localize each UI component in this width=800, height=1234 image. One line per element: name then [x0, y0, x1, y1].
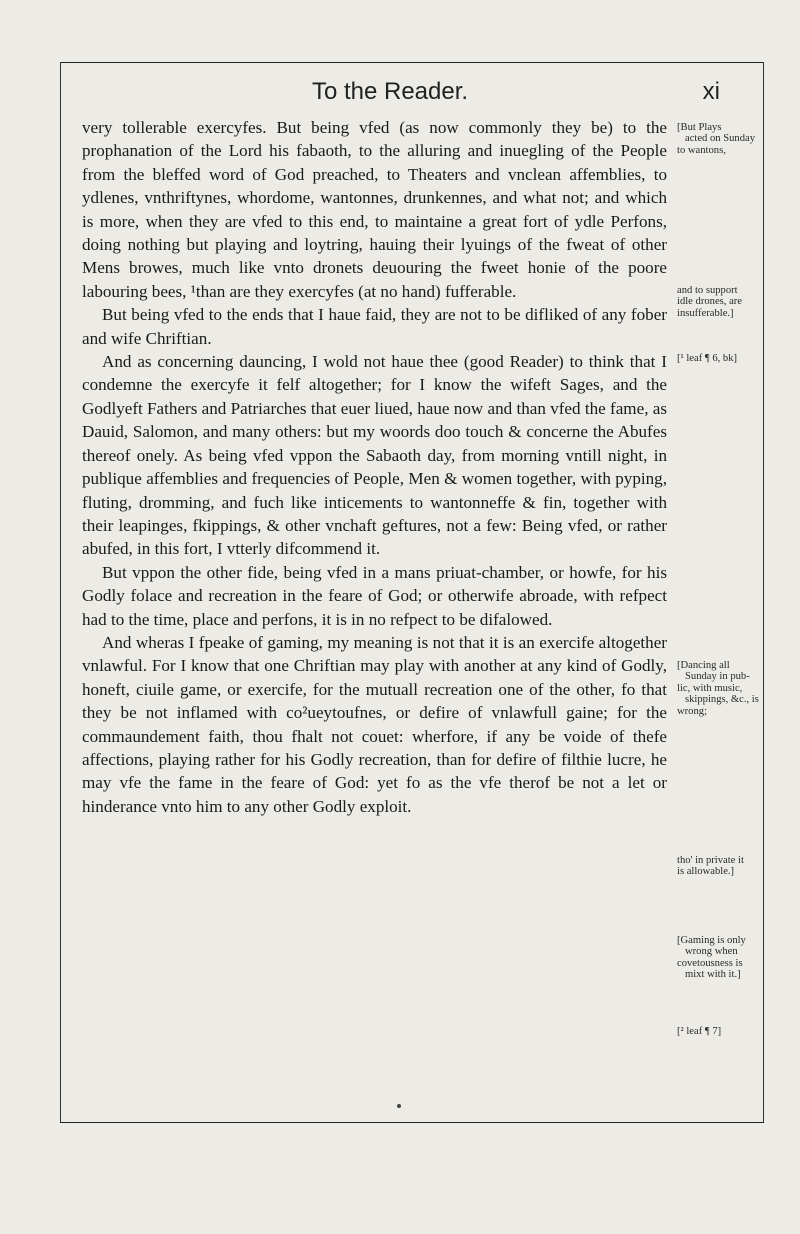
top-rule: [60, 62, 764, 63]
page-number: xi: [702, 78, 720, 105]
margin-note: [677, 122, 769, 156]
paragraph: And as concerning dauncing, I wold not haue thee (good Reader) to think that I condemne the exercyfe it felf altogether; for I know the wifeft Sages, and the Godlyeft Fathers and Patriarches that euer liued, haue now and than vfed the fame, as Dauid, Salomon, and many others: but my woords doo touch & concerne the Abufes thereof onely. As being vfed vppon the Sabaoth day, from morning vntill night, in publique affemblies and frequencies of People, Men & women together, with pyping, fluting, dromming, and fuch like inticements to wantonneffe & fin, together with their leapinges, fkippings, & other vnchaft geftures, not a few: Being vfed, or rather abufed, in this fort, I vtterly difcommend it.: [82, 352, 667, 559]
margin-note-line: [Gaming is only: [677, 935, 746, 946]
margin-note-line: to wantons,: [677, 144, 726, 156]
printer-mark: [397, 1104, 401, 1108]
margin-note-line: [Dancing all: [677, 660, 730, 671]
margin-note-line: and to support: [677, 285, 738, 296]
margin-note-line: [² leaf ¶ 7]: [677, 1026, 722, 1037]
running-header: [60, 78, 720, 112]
left-rule: [60, 62, 61, 1122]
margin-note: [677, 1026, 769, 1037]
paragraph: But being vfed to the ends that I haue faid, they are not to be difliked of any fober and wife Chriftian.: [82, 305, 667, 348]
margin-note-line: idle drones, are: [677, 296, 743, 308]
margin-note-line: tho' in private it: [677, 855, 744, 866]
margin-note: [677, 855, 769, 878]
margin-note: [677, 285, 769, 319]
margin-note-line: covetousness is: [677, 957, 743, 969]
margin-note: [677, 353, 769, 364]
margin-note-line: mixt with it.]: [685, 969, 741, 981]
margin-note: [677, 935, 769, 981]
paragraph: very tollerable exercyfes. But being vfed (as now commonly they be) to the prophanation of the Lord his fabaoth, to the alluring and inuegling of the People from the bleffed word of God preached, to Theaters and vnclean affemblies, to ydlenes, vnthriftynes, whordome, wantonnes, drunkennes, and what not; and which is more, when they are vfed to this end, to maintaine a great fort of ydle Perfons, doing nothing but playing and loytring, hauing their lyuings of the fweat of other Mens browes, much like vnto dronets deuouring the fweet honie of the poore labouring bees, ¹than are they exercyfes (at no hand) fufferable.: [82, 118, 667, 301]
margin-note-line: acted on Sunday: [685, 133, 756, 145]
margin-note: [677, 660, 769, 717]
margin-note-line: Sunday in pub-: [685, 671, 750, 683]
margin-note-line: skippings, &c., is: [685, 694, 759, 706]
bottom-rule: [60, 1122, 764, 1123]
margin-note-line: [But Plays: [677, 122, 722, 133]
margin-note-line: is allowable.]: [677, 866, 735, 878]
margin-note-line: insufferable.]: [677, 307, 734, 319]
paragraph: And wheras I fpeake of gaming, my meaning is not that it is an exercife altogether vnlawful. For I know that one Chriftian may play with another at any kind of Godly, honeft, ciuile game, or exercife, for the mutuall recreation one of the other, fo that they be not inflamed with co²ueytoufnes, or defire of vnlawfull gaine; for the commaundement faith, thou fhalt not couet: wherfore, if any be voide of thefe affections, playing rather for his Godly recreation, than for defire of filthie lucre, he may vfe the fame in the feare of God: yet fo as the vfe therof be not a let or hinderance vnto him to any other Godly exploit.: [82, 632, 667, 816]
margin-note-line: [¹ leaf ¶ 6, bk]: [677, 353, 738, 364]
margin-note-line: lic, with music,: [677, 682, 743, 694]
body-text: [82, 116, 667, 818]
margin-note-line: wrong when: [685, 946, 738, 958]
margin-note-line: wrong;: [677, 705, 708, 717]
paragraph: But vppon the other fide, being vfed in a mans priuat-chamber, or howfe, for his Godly folace and recreation in the feare of God; or otherwife abroade, with refpect had to the time, place and perfons, it is in no refpect to be difalowed.: [82, 562, 667, 629]
header-title: To the Reader.: [311, 78, 469, 105]
